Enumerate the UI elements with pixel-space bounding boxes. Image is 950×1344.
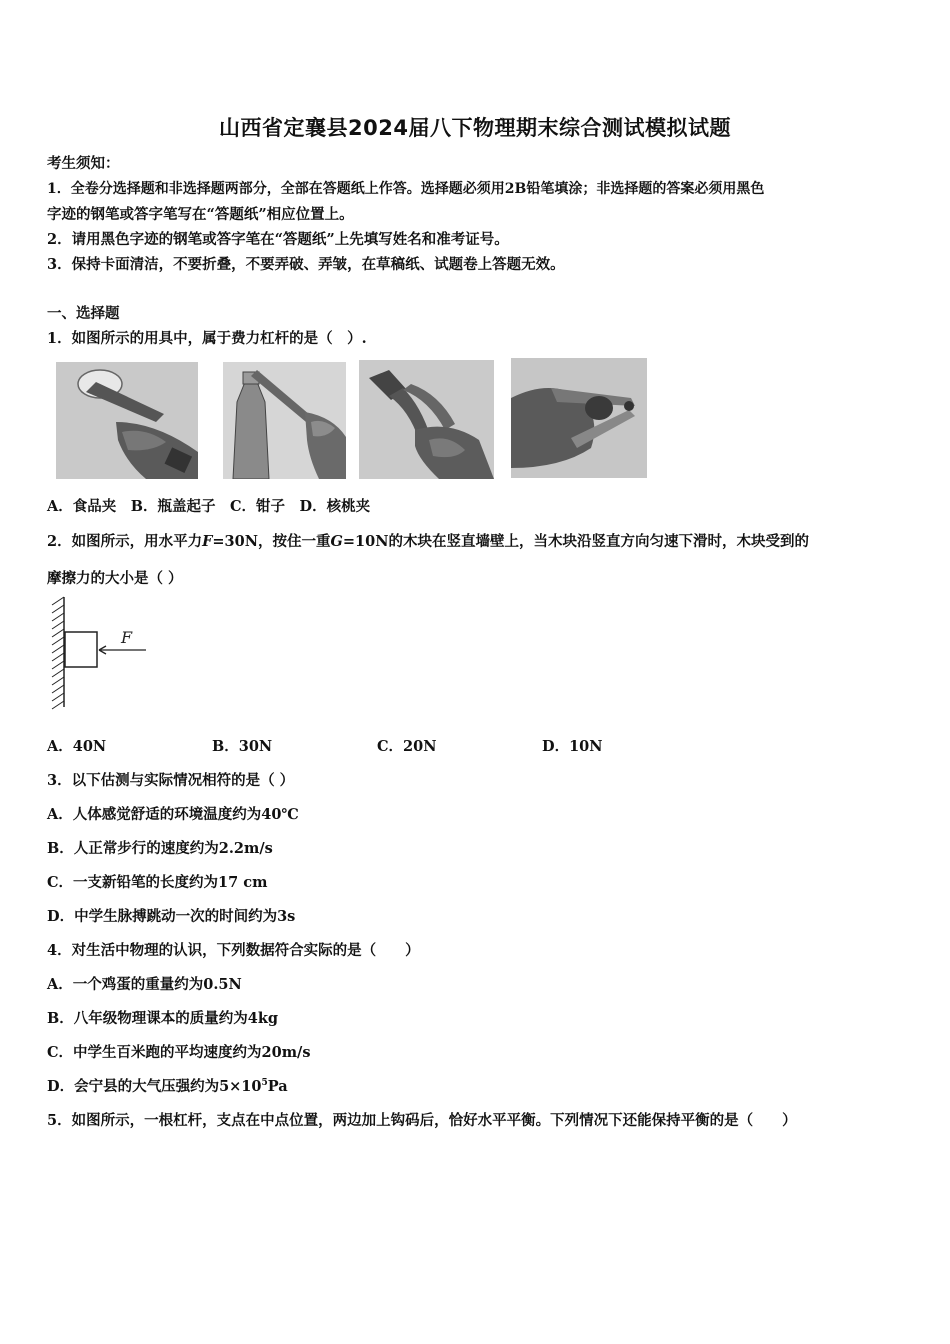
notice-line-2: 2．请用黑色字迹的钢笔或答字笔在“答题纸”上先填写姓名和准考证号。	[47, 231, 509, 248]
notice-line-1b: 字迹的钢笔或答字笔写在“答题纸”相应位置上。	[47, 206, 354, 223]
q2-stem-line1	[47, 530, 809, 551]
notice-line-1a: 1．全卷分选择题和非选择题两部分，全部在答题纸上作答。选择题必须用2B铅笔填涂；非选择题的答案必须用黑色	[47, 181, 765, 197]
q2-option-a: A．40N	[47, 738, 107, 755]
notice-heading: 考生须知：	[47, 155, 120, 172]
q3-option-c: C．一支新铅笔的长度约为17 cm	[47, 874, 268, 891]
q4-stem: 4．对生活中物理的认识，下列数据符合实际的是（ ）	[47, 942, 420, 959]
q4-option-b: B．八年级物理课本的质量约为4kg	[47, 1010, 279, 1027]
section-heading: 一、选择题	[47, 305, 120, 322]
q3-option-a: A．人体感觉舒适的环境温度约为40℃	[47, 806, 299, 823]
q2-option-b: B．30N	[212, 738, 273, 755]
bottle-opener-photo	[223, 362, 346, 479]
q2-weight-symbol: G	[330, 533, 343, 550]
q2-stem-line2: 摩擦力的大小是（ ）	[47, 570, 183, 587]
q4-option-d-prefix: D．会宁县的大气压强约为5×10	[47, 1078, 262, 1095]
q2-force-symbol: F	[202, 533, 213, 550]
page-title: 山西省定襄县2024届八下物理期末综合测试模拟试题	[219, 116, 731, 140]
pliers-photo	[359, 360, 494, 479]
q3-stem: 3．以下估测与实际情况相符的是（ ）	[47, 772, 295, 789]
q2-stem-c: =10N的木块在竖直墙壁上，当木块沿竖直方向匀速下滑时，木块受到的	[342, 533, 809, 550]
wall-block-diagram	[46, 595, 156, 710]
q2-option-c: C．20N	[377, 738, 437, 755]
force-label: F	[121, 628, 133, 647]
q1-options: A．食品夹 B．瓶盖起子 C．钳子 D．核桃夹	[47, 498, 371, 515]
q1-stem: 1．如图所示的用具中，属于费力杠杆的是（ ）.	[47, 330, 367, 347]
nutcracker-photo	[511, 358, 647, 478]
q4-option-c: C．中学生百米跑的平均速度约为20m/s	[47, 1044, 311, 1061]
q3-option-b: B．人正常步行的速度约为2.2m/s	[47, 840, 273, 857]
q2-option-d: D．10N	[542, 738, 603, 755]
q4-option-a: A．一个鸡蛋的重量约为0.5N	[47, 976, 242, 993]
q3-option-d: D．中学生脉搏跳动一次的时间约为3s	[47, 908, 296, 925]
wall-hatching	[52, 597, 64, 709]
notice-line-3: 3．保持卡面清洁，不要折叠，不要弄破、弄皱，在草稿纸、试题卷上答题无效。	[47, 256, 565, 273]
q2-stem-b: =30N，按住一重	[212, 533, 331, 550]
q5-stem: 5．如图所示，一根杠杆，支点在中点位置，两边加上钩码后，恰好水平平衡。下列情况下还能保持平衡的是（ ）	[47, 1112, 797, 1129]
q4-option-d	[47, 1075, 288, 1096]
wooden-block	[65, 632, 97, 667]
q4-option-d-exponent: 5	[261, 1078, 268, 1089]
q4-option-d-unit: Pa	[267, 1078, 288, 1095]
food-tongs-photo	[56, 362, 198, 479]
q2-stem-a: 2．如图所示，用水平力	[47, 533, 203, 550]
